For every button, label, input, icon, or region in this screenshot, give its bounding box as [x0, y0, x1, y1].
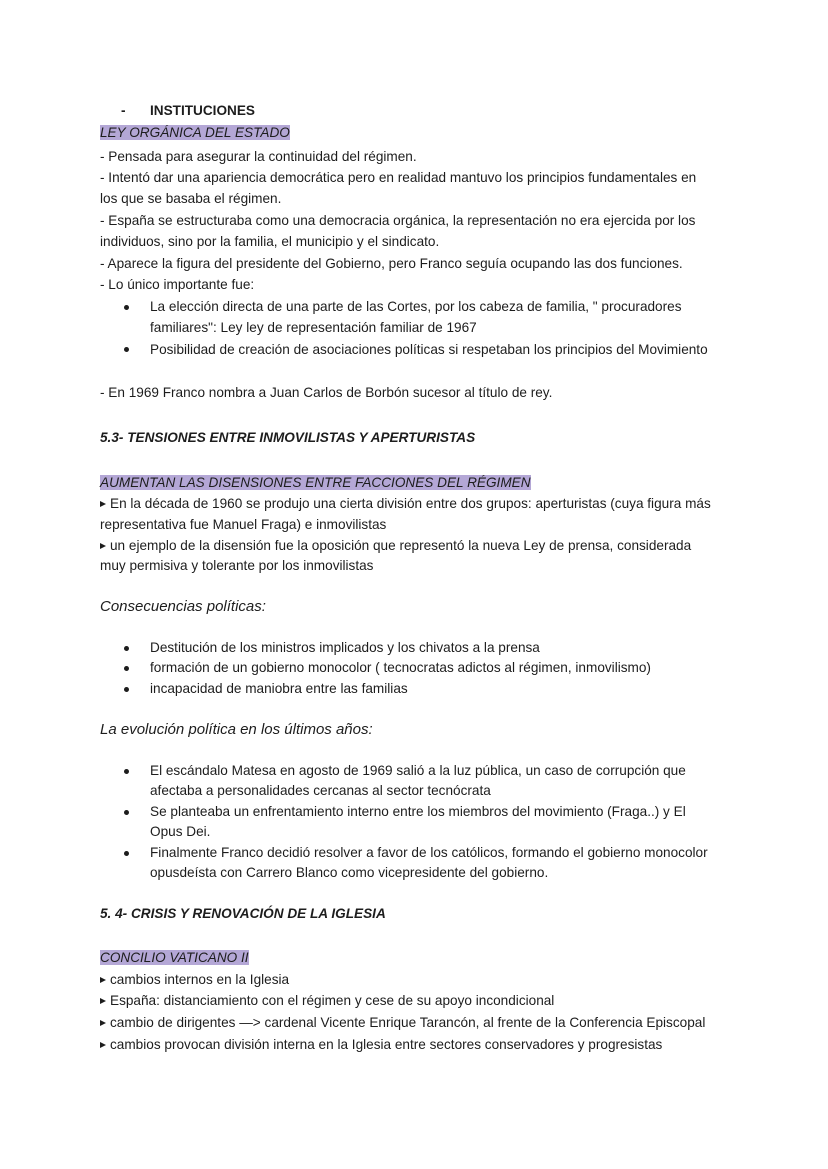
list-item: El escándalo Matesa en agosto de 1969 salió a la luz pública, un caso de corrupción que: [150, 763, 686, 778]
list-item-continuation: Opus Dei.: [150, 824, 211, 839]
subheading-disensiones: AUMENTAN LAS DISENSIONES ENTRE FACCIONES DEL RÉGIMEN: [100, 475, 531, 490]
subheading-concilio: CONCILIO VATICANO II: [100, 950, 249, 965]
subheading-ley-organica: LEY ORGÁNICA DEL ESTADO: [100, 125, 290, 140]
bullet-dot: [124, 687, 129, 692]
arrow-bullet-icon: [100, 1042, 106, 1048]
arrow-item: un ejemplo de la disensión fue la oposición que representó la nueva Ley de prensa, considerada: [100, 536, 691, 556]
heading-instituciones: INSTITUCIONES: [150, 103, 255, 118]
arrow-bullet-icon: [100, 501, 106, 507]
bullet-dot: [124, 347, 129, 352]
bullet-dot: [124, 646, 129, 651]
arrow-item: España: distanciamiento con el régimen y cese de su apoyo incondicional: [100, 991, 554, 1011]
bullet-dot: [124, 305, 129, 310]
list-item: incapacidad de maniobra entre las familias: [150, 681, 408, 696]
arrow-item: En la década de 1960 se produjo una cierta división entre dos grupos: aperturistas (cuya figura más: [100, 494, 711, 514]
text-line: - Aparece la figura del presidente del Gobierno, pero Franco seguía ocupando las dos funciones.: [100, 256, 683, 271]
arrow-item: cambio de dirigentes —> cardenal Vicente Enrique Tarancón, al frente de la Conferencia Episcopal: [100, 1013, 705, 1033]
text-line: - España se estructuraba como una democracia orgánica, la representación no era ejercida por los: [100, 213, 696, 228]
text-line: los que se basaba el régimen.: [100, 191, 282, 206]
text-line: representativa fue Manuel Fraga) e inmovilistas: [100, 517, 387, 532]
bullet-dot: [124, 666, 129, 671]
text-line: - Pensada para asegurar la continuidad del régimen.: [100, 149, 417, 164]
bullet-dot: [124, 769, 129, 774]
list-item: Se planteaba un enfrentamiento interno entre los miembros del movimiento (Fraga..) y El: [150, 804, 686, 819]
list-item-continuation: opusdeísta con Carrero Blanco como vicepresidente del gobierno.: [150, 865, 549, 880]
list-item: Finalmente Franco decidió resolver a favor de los católicos, formando el gobierno monocolor: [150, 845, 708, 860]
arrow-bullet-icon: [100, 1020, 106, 1026]
text-line: muy permisiva y tolerante por los inmovilistas: [100, 558, 374, 573]
text-line: - Intentó dar una apariencia democrática pero en realidad mantuvo los principios fundamentales en: [100, 170, 697, 185]
text-line: individuos, sino por la familia, el municipio y el sindicato.: [100, 234, 440, 249]
arrow-item: cambios provocan división interna en la Iglesia entre sectores conservadores y progresistas: [100, 1035, 662, 1055]
list-item-continuation: afectaba a personalidades cercanas al sector tecnócrata: [150, 783, 491, 798]
list-item: Destitución de los ministros implicados y los chivatos a la prensa: [150, 640, 540, 655]
arrow-bullet-icon: [100, 543, 106, 549]
subtitle-consecuencias: Consecuencias políticas:: [100, 598, 266, 615]
list-item: La elección directa de una parte de las Cortes, por los cabeza de familia, " procuradores: [150, 299, 682, 314]
arrow-bullet-icon: [100, 998, 106, 1004]
text-line: - Lo único importante fue:: [100, 277, 255, 292]
heading-iglesia: 5. 4- CRISIS Y RENOVACIÓN DE LA IGLESIA: [100, 906, 386, 921]
heading-tensiones: 5.3- TENSIONES ENTRE INMOVILISTAS Y APERTURISTAS: [100, 430, 476, 445]
list-item: formación de un gobierno monocolor ( tecnocratas adictos al régimen, inmovilismo): [150, 660, 651, 675]
subtitle-evolucion: La evolución política en los últimos años:: [100, 721, 373, 738]
arrow-item: cambios internos en la Iglesia: [100, 970, 289, 990]
list-item: Posibilidad de creación de asociaciones políticas si respetaban los principios del Movimiento: [150, 342, 708, 357]
bullet-dot: [124, 810, 129, 815]
text-line: - En 1969 Franco nombra a Juan Carlos de Borbón sucesor al título de rey.: [100, 385, 553, 400]
arrow-bullet-icon: [100, 977, 106, 983]
bullet-dot: [124, 851, 129, 856]
list-item-continuation: familiares": Ley ley de representación familiar de 1967: [150, 320, 477, 335]
heading-dash: -: [121, 103, 126, 118]
